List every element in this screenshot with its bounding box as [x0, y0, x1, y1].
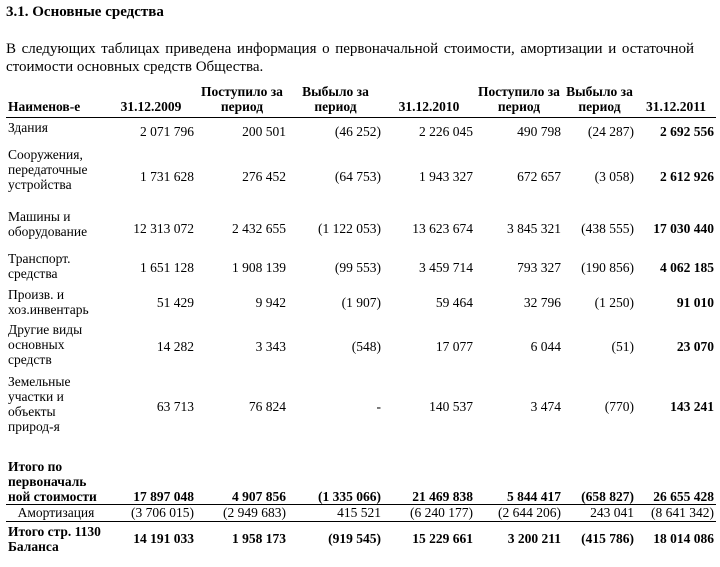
- cell: (658 827): [581, 488, 634, 504]
- cell: (1 335 066): [318, 488, 381, 504]
- row-label: Итого стр. 1130 Баланса: [8, 523, 101, 554]
- table-header-row: [6, 83, 716, 117]
- cell: (415 786): [581, 530, 634, 546]
- cell: 672 657: [517, 168, 561, 184]
- row-label: Земельные участки и объекты природ-я: [8, 374, 71, 434]
- cell: (3 706 015): [106, 504, 196, 521]
- cell: 140 537: [429, 398, 473, 414]
- col-header-out-2010: Выбыло за период: [288, 83, 383, 117]
- cell: 4 907 856: [232, 488, 286, 504]
- cell: 3 474: [530, 398, 561, 414]
- cell: 143 241: [670, 398, 714, 414]
- table-row: [6, 249, 716, 285]
- cell: (438 555): [581, 220, 634, 236]
- cell: (99 553): [334, 259, 381, 275]
- cell: 2 432 655: [232, 220, 286, 236]
- table-row: [6, 207, 716, 249]
- cell: 14 191 033: [133, 530, 194, 546]
- cell: 490 798: [517, 123, 561, 139]
- cell: (919 545): [328, 530, 381, 546]
- cell: 63 713: [156, 398, 194, 414]
- cell: 12 313 072: [133, 220, 194, 236]
- row-label: Итого по первоначаль ной стоимости: [8, 458, 97, 504]
- cell: 5 844 417: [507, 488, 561, 504]
- col-header-2011: 31.12.2011: [636, 83, 716, 117]
- cell: 2 692 556: [660, 123, 714, 139]
- table-row-balance: [6, 521, 716, 555]
- cell: 3 200 211: [507, 530, 561, 546]
- cell: 76 824: [248, 398, 286, 414]
- cell: 243 041: [563, 504, 636, 521]
- cell: (2 644 206): [475, 504, 563, 521]
- row-label: Амортизация: [6, 504, 106, 521]
- cell: 17 077: [435, 338, 473, 354]
- cell: 1 651 128: [140, 259, 194, 275]
- cell: (1 250): [594, 295, 634, 310]
- intro-paragraph: В следующих таблицах приведена информация о первоначальной стоимости, амортизации и остаточной стоимости основных средств Общества.: [6, 41, 694, 75]
- cell: 51 429: [156, 295, 194, 310]
- section-heading: 3.1. Основные средства: [6, 4, 164, 20]
- cell: (64 753): [334, 168, 381, 184]
- cell: 14 282: [156, 338, 194, 354]
- cell: (770): [604, 398, 634, 414]
- cell: 17 030 440: [653, 220, 714, 236]
- table-row-amortization: [6, 504, 716, 521]
- cell: 32 796: [523, 295, 561, 310]
- cell: 26 655 428: [653, 488, 714, 504]
- cell: (1 907): [341, 295, 381, 310]
- cell: 15 229 661: [412, 530, 473, 546]
- cell: 2 071 796: [140, 123, 194, 139]
- cell: 1 731 628: [140, 168, 194, 184]
- cell: 6 044: [530, 338, 561, 354]
- cell: (46 252): [334, 123, 381, 139]
- table-row: [6, 117, 716, 145]
- cell: 1 908 139: [232, 259, 286, 275]
- cell: 3 459 714: [419, 259, 473, 275]
- col-header-in-2010: Поступило за период: [196, 83, 288, 117]
- cell: (548): [351, 338, 381, 354]
- cell: 23 070: [676, 338, 714, 354]
- row-label: Другие виды основных средств: [8, 322, 83, 367]
- fixed-assets-table: [6, 83, 716, 555]
- row-label: Здания: [8, 119, 48, 135]
- table-row: [6, 320, 716, 372]
- row-label: Произв. и хоз.инвентарь: [8, 287, 89, 317]
- cell: (51): [611, 338, 634, 354]
- cell: 21 469 838: [412, 488, 473, 504]
- cell: (190 856): [581, 259, 634, 275]
- cell: 3 343: [255, 338, 286, 354]
- cell: 13 623 674: [412, 220, 473, 236]
- col-header-2010: 31.12.2010: [383, 83, 475, 117]
- table-row: [6, 145, 716, 207]
- col-header-name: Наименов-е: [6, 83, 106, 117]
- cell: 4 062 185: [660, 259, 714, 275]
- cell: 2 612 926: [660, 168, 714, 184]
- cell: (24 287): [587, 123, 634, 139]
- row-label: Машины и оборудование: [8, 209, 88, 239]
- table-row: [6, 285, 716, 320]
- cell: (3 058): [594, 168, 634, 184]
- cell: (2 949 683): [196, 504, 288, 521]
- cell: 1 943 327: [419, 168, 473, 184]
- row-label: Сооружения, передаточные устройства: [8, 147, 88, 192]
- cell: 3 845 321: [507, 220, 561, 236]
- row-label: Транспорт. средства: [8, 251, 71, 281]
- col-header-2009: 31.12.2009: [106, 83, 196, 117]
- cell: 415 521: [288, 504, 383, 521]
- cell: 18 014 086: [653, 530, 714, 546]
- col-header-in-2011: Поступило за период: [475, 83, 563, 117]
- cell: 1 958 173: [232, 530, 286, 546]
- cell: (6 240 177): [383, 504, 475, 521]
- cell: 793 327: [517, 259, 561, 275]
- cell: 200 501: [242, 123, 286, 139]
- cell: 17 897 048: [133, 488, 194, 504]
- cell: 2 226 045: [419, 123, 473, 139]
- cell: 59 464: [435, 295, 473, 310]
- col-header-out-2011: Выбыло за период: [563, 83, 636, 117]
- cell: (8 641 342): [636, 504, 716, 521]
- cell: -: [376, 398, 381, 414]
- cell: 276 452: [242, 168, 286, 184]
- cell: 9 942: [255, 295, 286, 310]
- cell: (1 122 053): [318, 220, 381, 236]
- table-row-total: [6, 440, 716, 504]
- table-row: [6, 372, 716, 440]
- cell: 91 010: [676, 295, 714, 310]
